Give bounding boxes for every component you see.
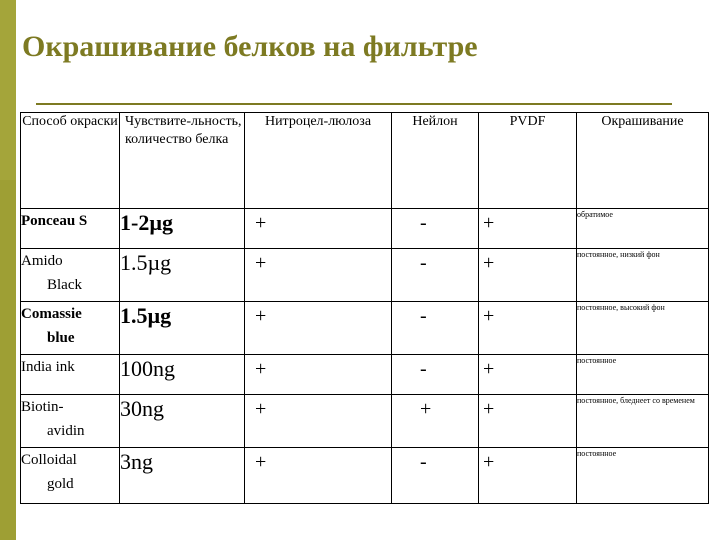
method-cell — [21, 395, 120, 448]
pvdf-cell: + — [479, 302, 577, 355]
method-line-2: blue — [47, 330, 75, 346]
method-line-1: Colloidal — [21, 452, 77, 468]
table-row — [21, 302, 709, 355]
table-row — [21, 355, 709, 395]
staining-note-cell: постоянное, бледнеет со временем — [577, 395, 709, 448]
nylon-cell: - — [392, 355, 479, 395]
method-cell — [21, 355, 120, 395]
nitrocellulose-cell: + — [245, 395, 392, 448]
method-cell — [21, 249, 120, 302]
method-line-1: Comassie — [21, 306, 82, 322]
left-accent-bar — [0, 0, 16, 540]
staining-table — [20, 112, 709, 504]
header-method: Способ окраски — [21, 113, 120, 209]
method-cell — [21, 209, 120, 249]
nylon-cell: - — [392, 249, 479, 302]
sensitivity-cell: 100ng — [120, 355, 245, 395]
staining-note-cell: постоянное, низкий фон — [577, 249, 709, 302]
table-row — [21, 209, 709, 249]
nitrocellulose-cell: + — [245, 302, 392, 355]
nitrocellulose-cell: + — [245, 209, 392, 249]
method-line-2: avidin — [47, 423, 85, 439]
nitrocellulose-cell: + — [245, 249, 392, 302]
table-header-row — [21, 113, 709, 209]
pvdf-cell: + — [479, 249, 577, 302]
nylon-cell: + — [392, 395, 479, 448]
header-nitrocellulose: Нитроцел-люлоза — [245, 113, 392, 209]
method-line-1: India ink — [21, 359, 75, 375]
method-line-2: gold — [47, 476, 74, 492]
nylon-cell: - — [392, 209, 479, 249]
method-line-1: Ponceau S — [21, 213, 88, 229]
table-row — [21, 448, 709, 504]
staining-note-cell: обратимое — [577, 209, 709, 249]
table-row — [21, 249, 709, 302]
left-accent-bar-lower — [0, 180, 16, 540]
pvdf-cell: + — [479, 448, 577, 504]
method-line-1: Amido — [21, 253, 63, 269]
method-cell — [21, 302, 120, 355]
pvdf-cell: + — [479, 395, 577, 448]
pvdf-cell: + — [479, 209, 577, 249]
nylon-cell: - — [392, 302, 479, 355]
slide-title: Окрашивание белков на фильтре — [22, 30, 478, 63]
sensitivity-cell: 1.5µg — [120, 249, 245, 302]
method-cell — [21, 448, 120, 504]
header-pvdf: PVDF — [479, 113, 577, 209]
nylon-cell: - — [392, 448, 479, 504]
sensitivity-cell: 1-2µg — [120, 209, 245, 249]
method-line-1: Biotin- — [21, 399, 64, 415]
method-line-2: Black — [47, 277, 82, 293]
sensitivity-cell: 30ng — [120, 395, 245, 448]
pvdf-cell: + — [479, 355, 577, 395]
title-underline — [36, 103, 672, 105]
header-staining: Окрашивание — [577, 113, 709, 209]
nitrocellulose-cell: + — [245, 448, 392, 504]
header-nylon: Нейлон — [392, 113, 479, 209]
staining-note-cell: постоянное — [577, 448, 709, 504]
nitrocellulose-cell: + — [245, 355, 392, 395]
staining-note-cell: постоянное — [577, 355, 709, 395]
sensitivity-cell: 1.5µg — [120, 302, 245, 355]
header-sensitivity: Чувствите-льность, количество белка — [120, 113, 245, 209]
staining-note-cell: постоянное, высокий фон — [577, 302, 709, 355]
table-row — [21, 395, 709, 448]
sensitivity-cell: 3ng — [120, 448, 245, 504]
